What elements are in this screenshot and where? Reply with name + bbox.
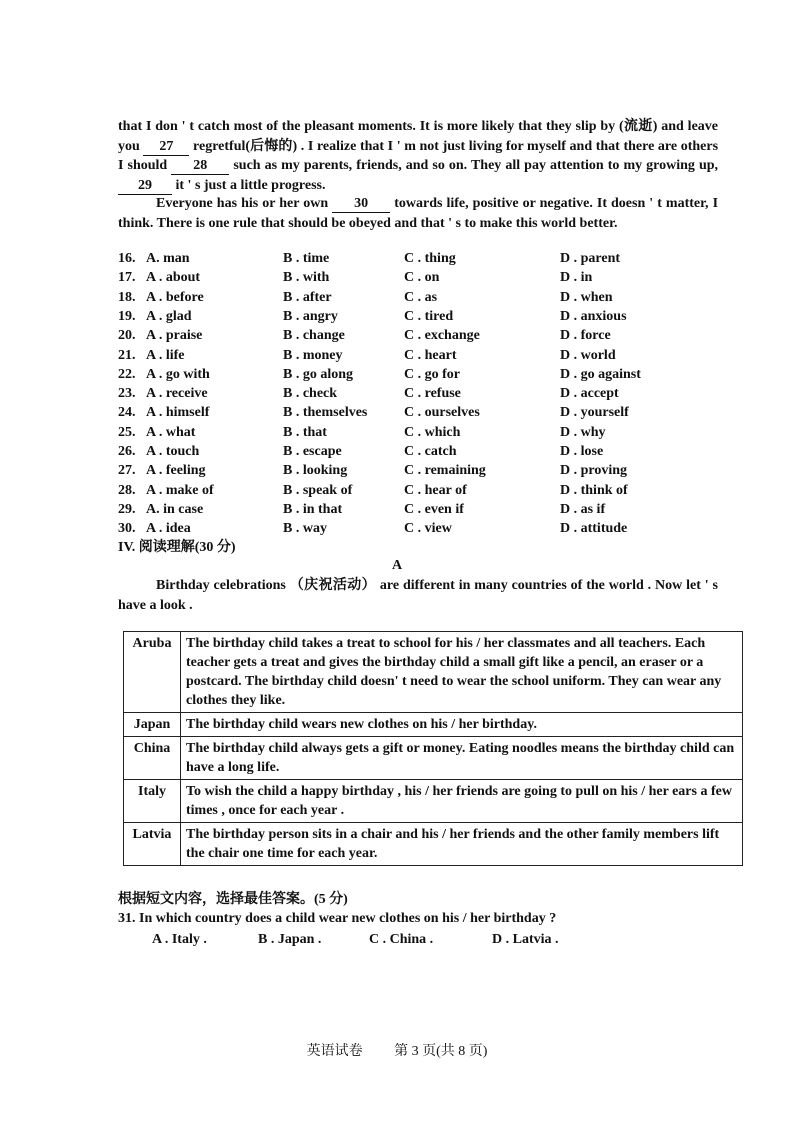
- birthday-table-body: [124, 632, 743, 866]
- question-31: 31. In which country does a child wear new clothes on his / her birthday ?: [118, 911, 557, 926]
- passage-text: regretful(后悔的) . I realize that I ' m not just living for myself and that there are others I should: [118, 138, 719, 173]
- custom-cell: The birthday person sits in a chair and his / her friends and the other family members lift the chair one time for each year.: [181, 823, 743, 866]
- option-c[interactable]: C . heart: [404, 347, 457, 363]
- option-b[interactable]: B . themselves: [283, 405, 368, 421]
- option-a[interactable]: A . praise: [146, 328, 203, 344]
- country-cell: China: [124, 737, 181, 780]
- option-d[interactable]: D . anxious: [560, 308, 627, 324]
- option-d[interactable]: D . think of: [560, 482, 628, 498]
- q31-option-b[interactable]: B . Japan .: [258, 932, 322, 947]
- option-c[interactable]: C . exchange: [404, 328, 480, 344]
- option-b[interactable]: B . check: [283, 386, 338, 402]
- option-c[interactable]: C . as: [404, 289, 438, 305]
- option-row: [118, 268, 718, 287]
- option-c[interactable]: C . refuse: [404, 386, 461, 402]
- option-c[interactable]: C . remaining: [404, 463, 486, 479]
- option-a[interactable]: A . receive: [146, 386, 208, 402]
- option-a[interactable]: A . what: [146, 424, 196, 440]
- question-number: 16.: [118, 251, 136, 266]
- option-d[interactable]: D . yourself: [560, 405, 629, 421]
- option-b[interactable]: B . escape: [283, 444, 342, 459]
- option-row: [118, 461, 718, 480]
- option-d[interactable]: D . go against: [560, 366, 641, 382]
- question-number: 19.: [118, 308, 136, 324]
- option-row: [118, 481, 718, 500]
- table-row: [124, 780, 743, 823]
- question-number: 26.: [118, 444, 136, 459]
- option-a[interactable]: A . himself: [146, 405, 210, 421]
- option-d[interactable]: D . in: [560, 270, 593, 286]
- option-b[interactable]: B . speak of: [283, 482, 353, 498]
- option-a[interactable]: A . make of: [146, 482, 214, 498]
- passage-text: that I don ' t catch most of the pleasant moments. It is more likely that they slip by (流逝) and leave you: [118, 119, 718, 154]
- q31-option-d[interactable]: D . Latvia .: [492, 932, 559, 947]
- question-31-options: [118, 930, 718, 949]
- blank-29: 29: [118, 178, 172, 195]
- option-row: [118, 346, 718, 365]
- blank-28: 28: [171, 158, 229, 175]
- option-row: [118, 519, 718, 538]
- question-number: 27.: [118, 463, 136, 479]
- option-b[interactable]: B . time: [283, 251, 330, 266]
- option-b[interactable]: B . angry: [283, 308, 338, 324]
- custom-cell: The birthday child always gets a gift or money. Eating noodles means the birthday child can have a long life.: [181, 737, 743, 780]
- option-a[interactable]: A . go with: [146, 366, 210, 382]
- option-a[interactable]: A . before: [146, 289, 204, 305]
- country-cell: Latvia: [124, 823, 181, 866]
- option-b[interactable]: B . change: [283, 328, 345, 344]
- option-d[interactable]: D . as if: [560, 501, 606, 517]
- option-b[interactable]: B . that: [283, 424, 327, 440]
- section-iv-heading: IV. 阅读理解(30 分): [118, 540, 236, 555]
- custom-cell: The birthday child wears new clothes on his / her birthday.: [181, 713, 743, 737]
- option-row: [118, 442, 718, 461]
- option-d[interactable]: D . attitude: [560, 521, 628, 537]
- passage-paragraph-2: [118, 194, 718, 233]
- table-row: [124, 823, 743, 866]
- custom-cell: To wish the child a happy birthday , his / her friends are going to pull on his / her ears a few times , once for each year .: [181, 780, 743, 823]
- passage-text: such as my parents, friends, and so on. They all pay attention to my growing up,: [233, 158, 719, 173]
- option-row: [118, 307, 718, 326]
- question-number: 24.: [118, 405, 136, 421]
- option-d[interactable]: D . force: [560, 328, 611, 344]
- option-b[interactable]: B . go along: [283, 366, 354, 382]
- blank-27: 27: [143, 139, 189, 156]
- option-a[interactable]: A . life: [146, 347, 185, 363]
- option-d[interactable]: D . why: [560, 424, 606, 440]
- option-a[interactable]: A . idea: [146, 521, 191, 537]
- option-d[interactable]: D . lose: [560, 444, 604, 459]
- option-d[interactable]: D . proving: [560, 463, 628, 479]
- table-row: [124, 632, 743, 713]
- q31-option-a[interactable]: A . Italy .: [152, 932, 207, 947]
- option-c[interactable]: C . on: [404, 270, 440, 286]
- option-d[interactable]: D . world: [560, 347, 616, 363]
- option-row: [118, 423, 718, 442]
- question-number: 20.: [118, 328, 136, 344]
- option-b[interactable]: B . money: [283, 347, 343, 363]
- option-b[interactable]: B . looking: [283, 463, 348, 479]
- birthday-table: [123, 631, 743, 866]
- question-number: 25.: [118, 424, 136, 440]
- option-b[interactable]: B . way: [283, 521, 327, 537]
- section-a-heading: A: [391, 558, 403, 573]
- country-cell: Japan: [124, 713, 181, 737]
- question-number: 17.: [118, 270, 136, 286]
- custom-cell: The birthday child takes a treat to school for his / her classmates and all teachers. Each teacher gets a treat and gives the birthday child a small gift like a pencil, an eraser or a postcard. The birthday child doesn' t need to wear the school uniform. They can wear any clothes they like.: [181, 632, 743, 713]
- option-row: [118, 384, 718, 403]
- option-c[interactable]: C . which: [404, 424, 461, 440]
- option-d[interactable]: D . parent: [560, 251, 621, 266]
- question-number: 21.: [118, 347, 136, 363]
- option-d[interactable]: D . accept: [560, 386, 619, 402]
- option-b[interactable]: B . with: [283, 270, 330, 286]
- option-b[interactable]: B . in that: [283, 501, 343, 517]
- question-number: 29.: [118, 501, 136, 517]
- question-number: 30.: [118, 521, 136, 537]
- option-c[interactable]: C . hear of: [404, 482, 467, 498]
- option-row: [118, 326, 718, 345]
- blank-30: 30: [332, 196, 390, 213]
- question-number: 22.: [118, 366, 136, 382]
- question-number: 28.: [118, 482, 136, 498]
- page-footer: [0, 1040, 794, 1060]
- passage-paragraph-1: [118, 117, 718, 195]
- option-a[interactable]: A. in case: [146, 501, 204, 517]
- option-a[interactable]: A . touch: [146, 444, 200, 459]
- option-row: [118, 365, 718, 384]
- option-b[interactable]: B . after: [283, 289, 332, 305]
- option-row: [118, 249, 718, 268]
- option-c[interactable]: C . ourselves: [404, 405, 480, 421]
- passage-text: towards life, positive or negative. It doesn ' t matter, I think. There is one rule that should be obeyed and that ' s to make this world better.: [118, 196, 719, 231]
- option-a[interactable]: A . feeling: [146, 463, 206, 479]
- option-c[interactable]: C . even if: [404, 501, 464, 517]
- option-a[interactable]: A . about: [146, 270, 201, 286]
- country-cell: Aruba: [124, 632, 181, 713]
- option-d[interactable]: D . when: [560, 289, 613, 305]
- reading-intro: Birthday celebrations （庆祝活动） are different in many countries of the world . Now let ' s have a look .: [118, 578, 718, 613]
- option-c[interactable]: C . go for: [404, 366, 460, 382]
- option-c[interactable]: C . view: [404, 521, 452, 537]
- option-c[interactable]: C . catch: [404, 444, 457, 459]
- option-a[interactable]: A. man: [146, 251, 190, 266]
- q31-option-c[interactable]: C . China .: [369, 932, 434, 947]
- option-row: [118, 500, 718, 519]
- option-row: [118, 403, 718, 422]
- country-cell: Italy: [124, 780, 181, 823]
- table-row: [124, 737, 743, 780]
- footer-page-number: 第 3 页(共 8 页): [394, 1044, 488, 1059]
- passage-text: Everyone has his or her own: [156, 196, 329, 211]
- option-c[interactable]: C . tired: [404, 308, 454, 324]
- question-number: 23.: [118, 386, 136, 402]
- option-a[interactable]: A . glad: [146, 308, 192, 324]
- table-row: [124, 713, 743, 737]
- option-c[interactable]: C . thing: [404, 251, 456, 266]
- option-row: [118, 288, 718, 307]
- footer-subject: 英语试卷: [306, 1044, 363, 1059]
- instruction-text: 根据短文内容，选择最佳答案。(5 分): [118, 892, 348, 907]
- passage-text: it ' s just a little progress.: [175, 177, 326, 193]
- question-number: 18.: [118, 289, 136, 305]
